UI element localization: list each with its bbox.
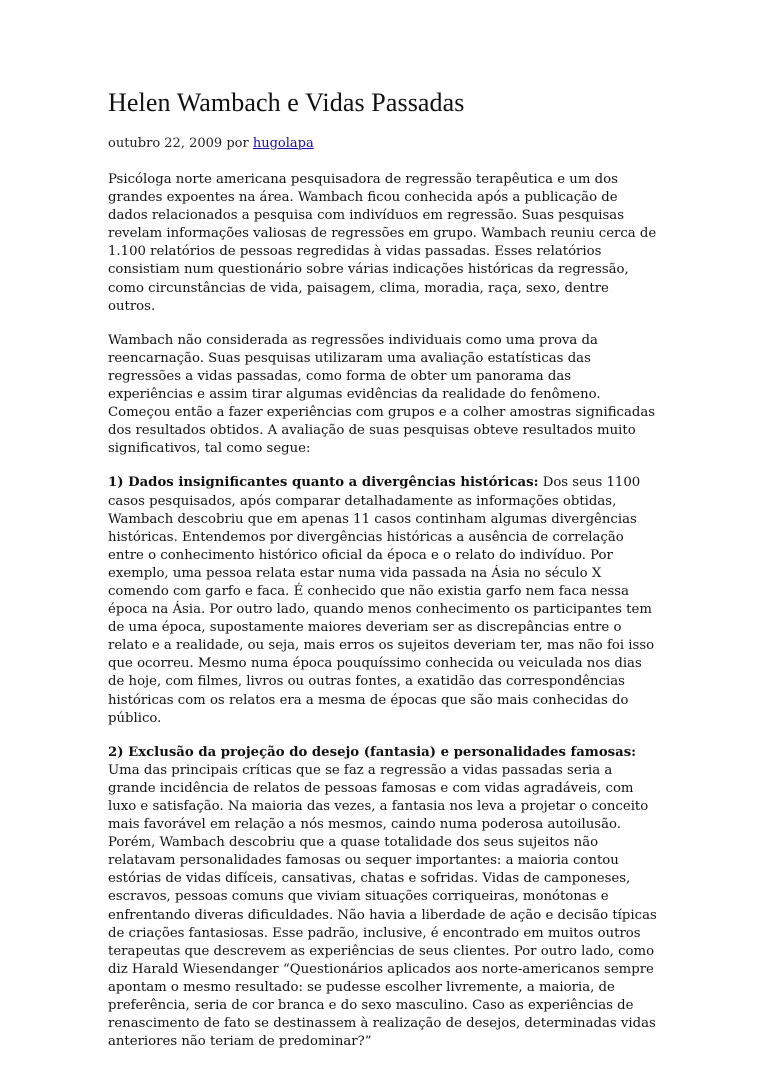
article-body: [108, 171, 660, 1067]
by-label: por: [226, 136, 249, 151]
paragraph-method: [108, 332, 660, 459]
paragraph-text: Psicóloga norte americana pesquisadora de regressão terapêutica e um dos grandes expoentes na área. Wambach ficou conhecida após a publicação de dados relacionados a pesquisa com indivíduos em regressão. Suas pesquisas revelam informações valiosas de regressões em grupo. Wambach reuniu cerca de 1.100 relatórios de pessoas regredidas à vidas passadas. Esses relatórios consistiam num questionário sobre várias indicações históricas da regressão, como circunstâncias de vida, paisagem, clima, moradia, raça, sexo, dentre outros.: [108, 172, 657, 314]
article-title: Helen Wambach e Vidas Passadas: [108, 88, 465, 117]
paragraph-text: Dos seus 1100 casos pesquisados, após comparar detalhadamente as informações obtidas, Wambach descobriu que em apenas 11 casos continham algumas divergências históricas. Entendemos por divergências históricas a ausência de correlação entre o conhecimento histórico oficial da época e o relato do indivíduo. Por exemplo, uma pessoa relata estar numa vida passada na Ásia no século X comendo com garfo e faca. É conhecido que não existia garfo nem faca nessa época na Ásia. Por outro lado, quando menos conhecimento os participantes tem de uma época, supostamente maiores deveriam ser as discrepâncias entre o relato e a realidade, ou seja, mais erros os sujeitos deveriam ter, mas não foi isso que ocorreu. Mesmo numa época pouquíssimo conhecida ou veiculada nos dias de hoje, com filmes, livros ou outras fontes, a exatidão das correspondências históricas com os relatos era a mesma de épocas que são mais conhecidas do público.: [108, 475, 655, 726]
paragraph-intro: [108, 171, 660, 316]
paragraph-finding-2: [108, 744, 660, 1052]
article-meta: [108, 136, 314, 151]
finding-heading: 1) Dados insignificantes quanto a divergências históricas:: [108, 475, 539, 491]
paragraph-text: Wambach não considerada as regressões individuais como uma prova da reencarnação. Suas pesquisas utilizaram uma avaliação estatísticas das regressões a vidas passadas, como forma de obter um panorama das experiências e assim tirar algumas evidências da realidade do fenômeno. Começou então a fazer experiências com grupos e a colher amostras significadas dos resultados obtidos. A avaliação de suas pesquisas obteve resultados muito significativos, tal como segue:: [108, 332, 656, 457]
author-link[interactable]: hugolapa: [252, 136, 314, 151]
finding-heading: 2) Exclusão da projeção do desejo (fantasia) e personalidades famosas:: [108, 744, 637, 760]
paragraph-finding-1: [108, 474, 660, 727]
paragraph-text: Uma das principais críticas que se faz a regressão a vidas passadas seria a grande incidência de relatos de pessoas famosas e com vidas agradáveis, com luxo e satisfação. Na maioria das vezes, a fantasia nos leva a projetar o conceito mais favorável em relação a nós mesmos, caindo numa poderosa autoilusão. Porém, Wambach descobriu que a quase totalidade dos seus sujeitos não relatavam personalidades famosas ou sequer importantes: a maioria contou estórias de vidas difíceis, cansativas, chatas e sofridas. Vidas de camponeses, escravos, pessoas comuns que viviam situações corriqueiras, monótonas e enfrentando diveras dificuldades. Não havia a liberdade de ação e decisão típicas de criações fantasiosas. Esse padrão, inclusive, é encontrado em muitos outros terapeutas que descrevem as experiências de seus clientes. Por outro lado, como diz Harald Wiesendanger “Questionários aplicados aos norte-americanos sempre apontam o mesmo resultado: se pudesse escolher livremente, a maioria, de preferência, seria de cor branca e do sexo masculino. Caso as experiências de renascimento de fato se destinassem à realização de desejos, determinadas vidas anteriores não teriam de predominar?”: [108, 762, 657, 1050]
post-date: outubro 22, 2009: [108, 136, 223, 151]
